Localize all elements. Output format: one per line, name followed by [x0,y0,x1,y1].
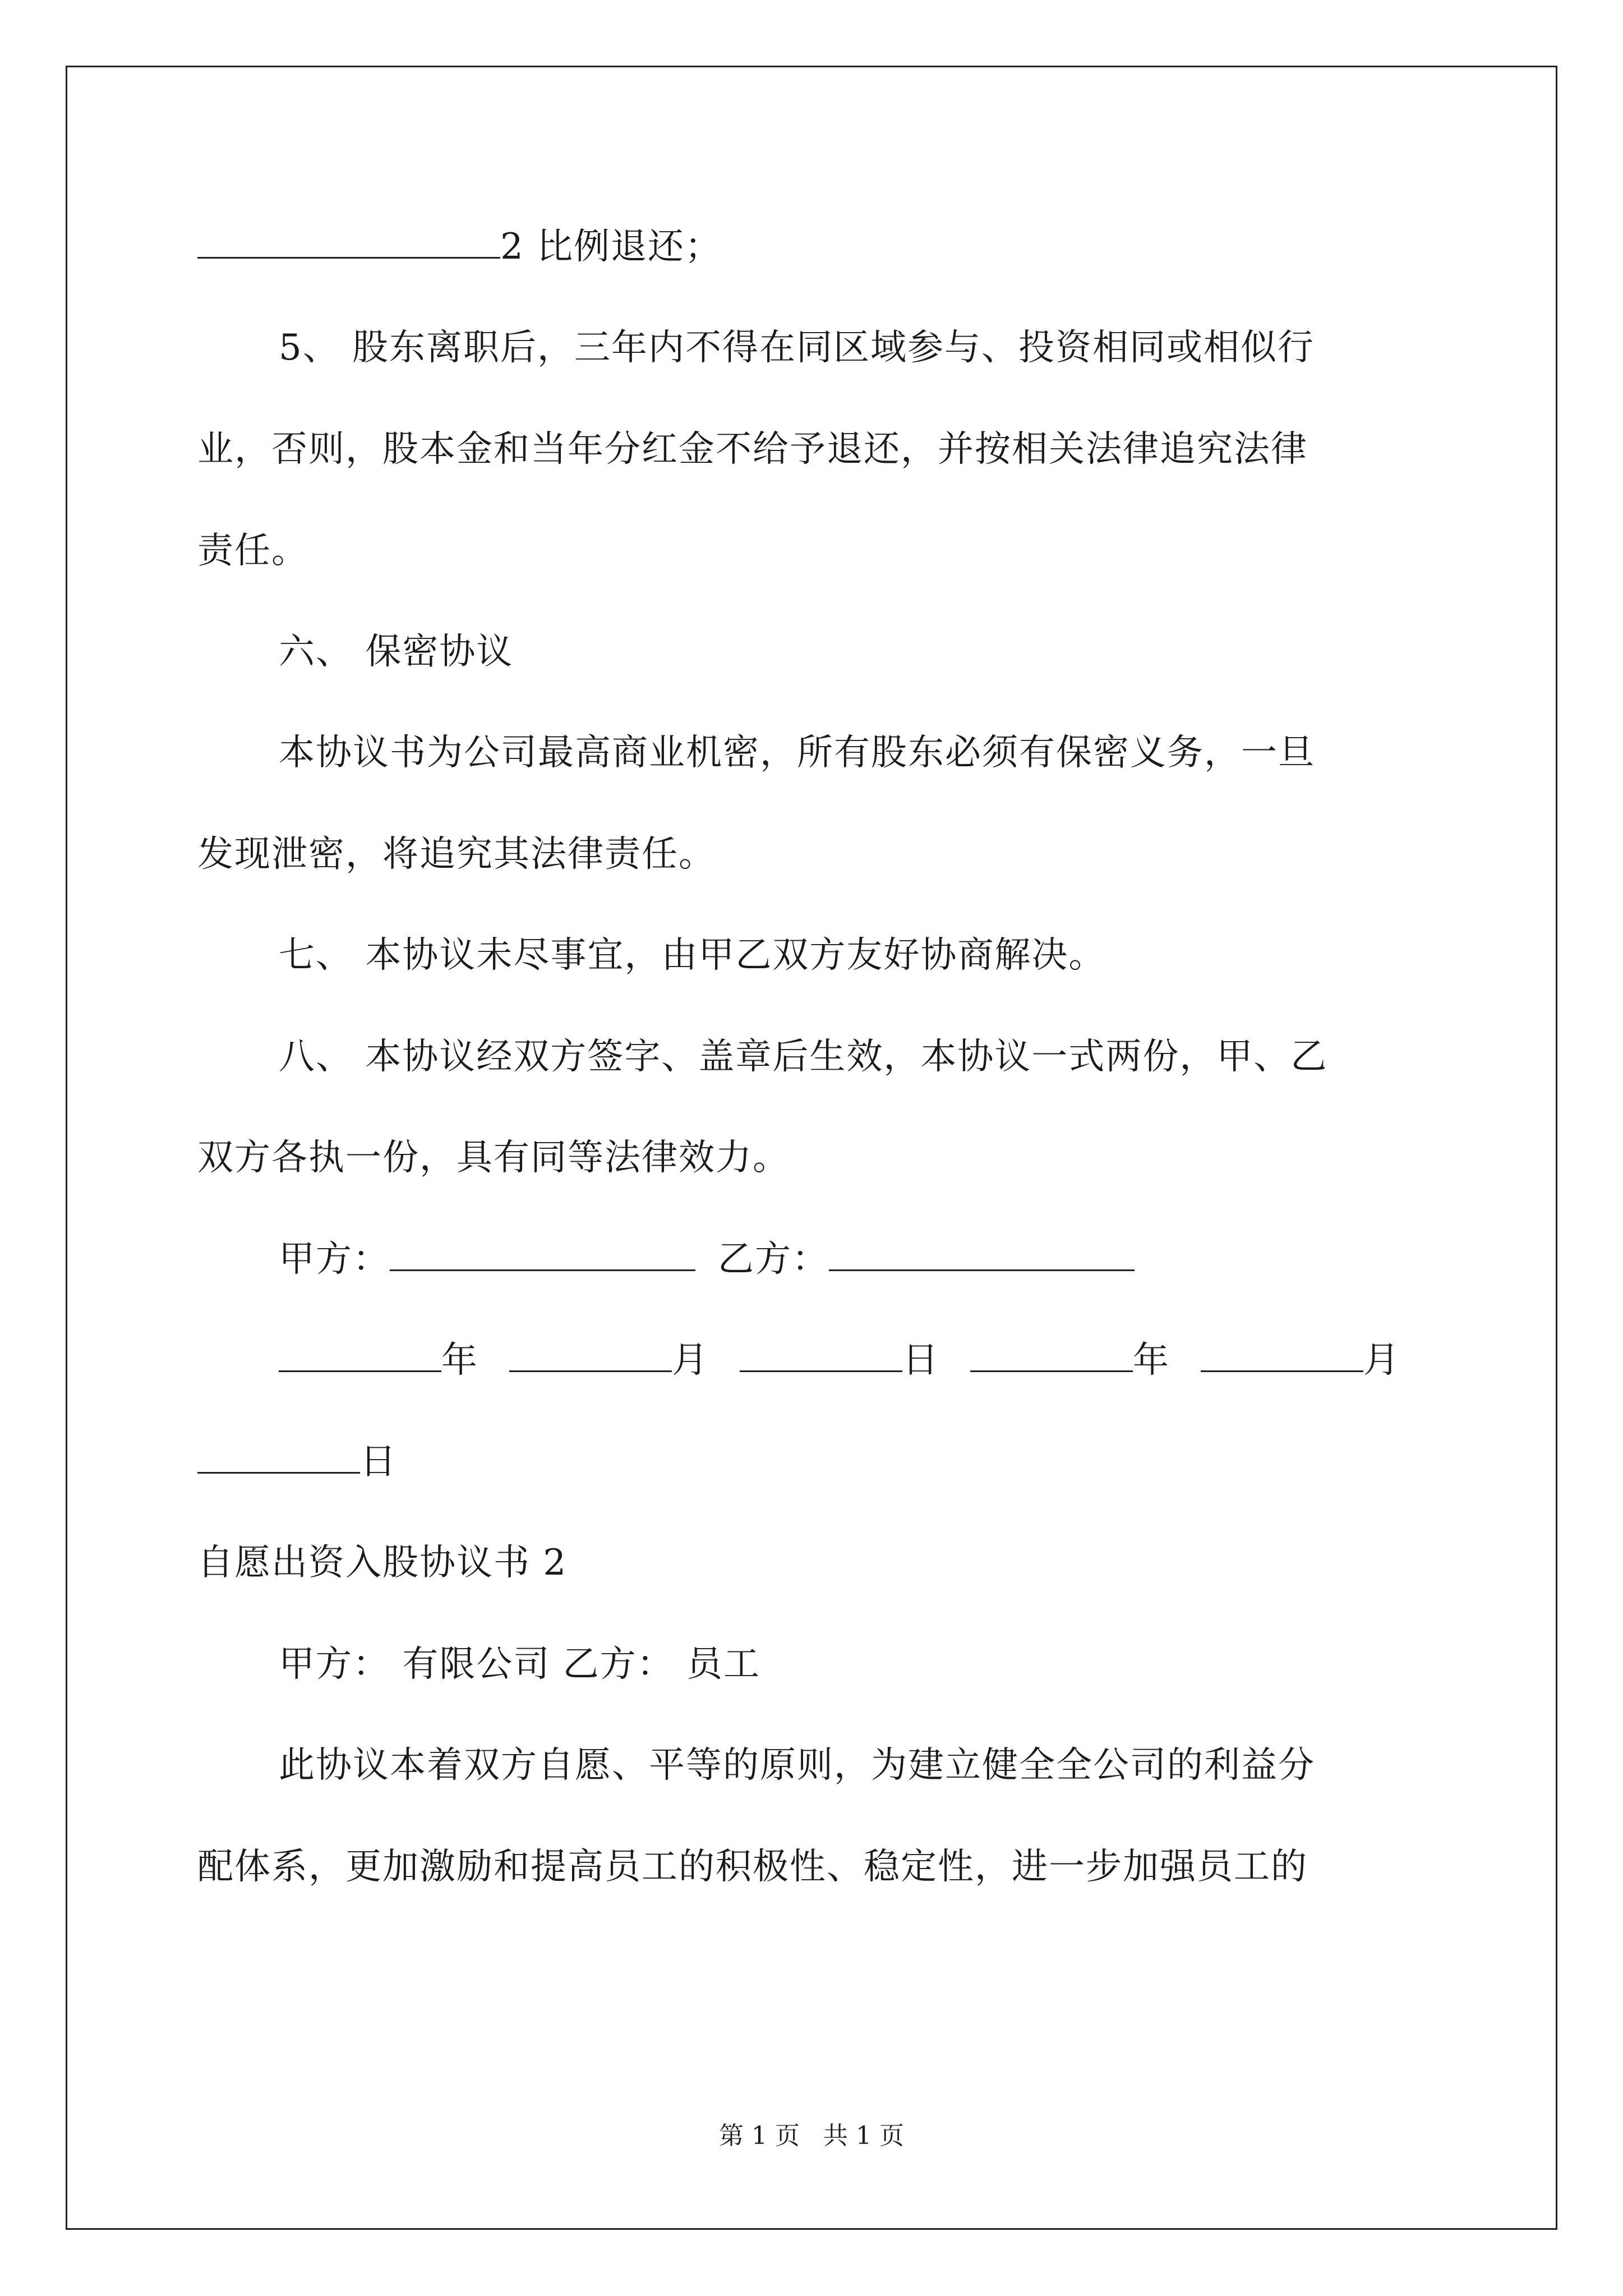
year-blank-2 [970,1339,1133,1372]
day-blank [740,1339,902,1372]
party-b-label: 乙方： [718,1239,829,1280]
month-label: 月 [672,1340,709,1381]
parties-line: 甲方： 有限公司 乙方： 员工 [279,1644,761,1685]
signature-line [279,1234,1135,1285]
section-8-line-2: 双方各执一份，具有同等法律效力。 [197,1137,790,1179]
month-blank-2 [1201,1339,1363,1372]
clause-4-tail-text: 2 比例退还； [500,226,722,268]
page-footer: 第 1 页 共 1 页 [719,2122,904,2150]
preamble-line-2: 配体系，更加激励和提高员工的积极性、稳定性，进一步加强员工的 [197,1846,1308,1888]
section-6-heading: 六、 保密协议 [279,631,514,673]
preamble-line-1: 此协议本着双方自愿、平等的原则，为建立健全全公司的利益分 [279,1745,1315,1786]
day-label-2: 日 [360,1441,397,1483]
clause-5-line-3: 责任。 [197,530,308,572]
section-6-line-1: 本协议书为公司最高商业机密，所有股东必须有保密义务，一旦 [279,732,1315,774]
clause-5-line-1: 5、 股东离职后，三年内不得在同区域参与、投资相同或相似行 [279,327,1315,369]
party-b-blank [829,1238,1135,1271]
date-line-2 [197,1437,397,1487]
section-6-line-2: 发现泄密，将追究其法律责任。 [197,834,716,875]
section-8-line-1: 八、 本协议经双方签字、盖章后生效，本协议一式两份，甲、乙 [279,1036,1328,1078]
year-label-2: 年 [1133,1340,1170,1381]
party-a-label: 甲方： [279,1239,390,1280]
document-title-2: 自愿出资入股协议书 2 [197,1542,568,1584]
year-blank [279,1339,441,1372]
date-line [279,1335,1400,1386]
blank-line [197,226,500,259]
section-7: 七、 本协议未尽事宜，由甲乙双方友好协商解决。 [279,935,1106,976]
month-blank [509,1339,672,1372]
party-a-blank [390,1238,695,1271]
clause-4-tail [197,222,722,272]
clause-5-line-2: 业，否则，股本金和当年分红金不给予退还，并按相关法律追究法律 [197,429,1308,470]
month-label-2: 月 [1363,1340,1400,1381]
day-label: 日 [902,1340,939,1381]
day-blank-2 [197,1441,360,1474]
year-label: 年 [441,1340,478,1381]
